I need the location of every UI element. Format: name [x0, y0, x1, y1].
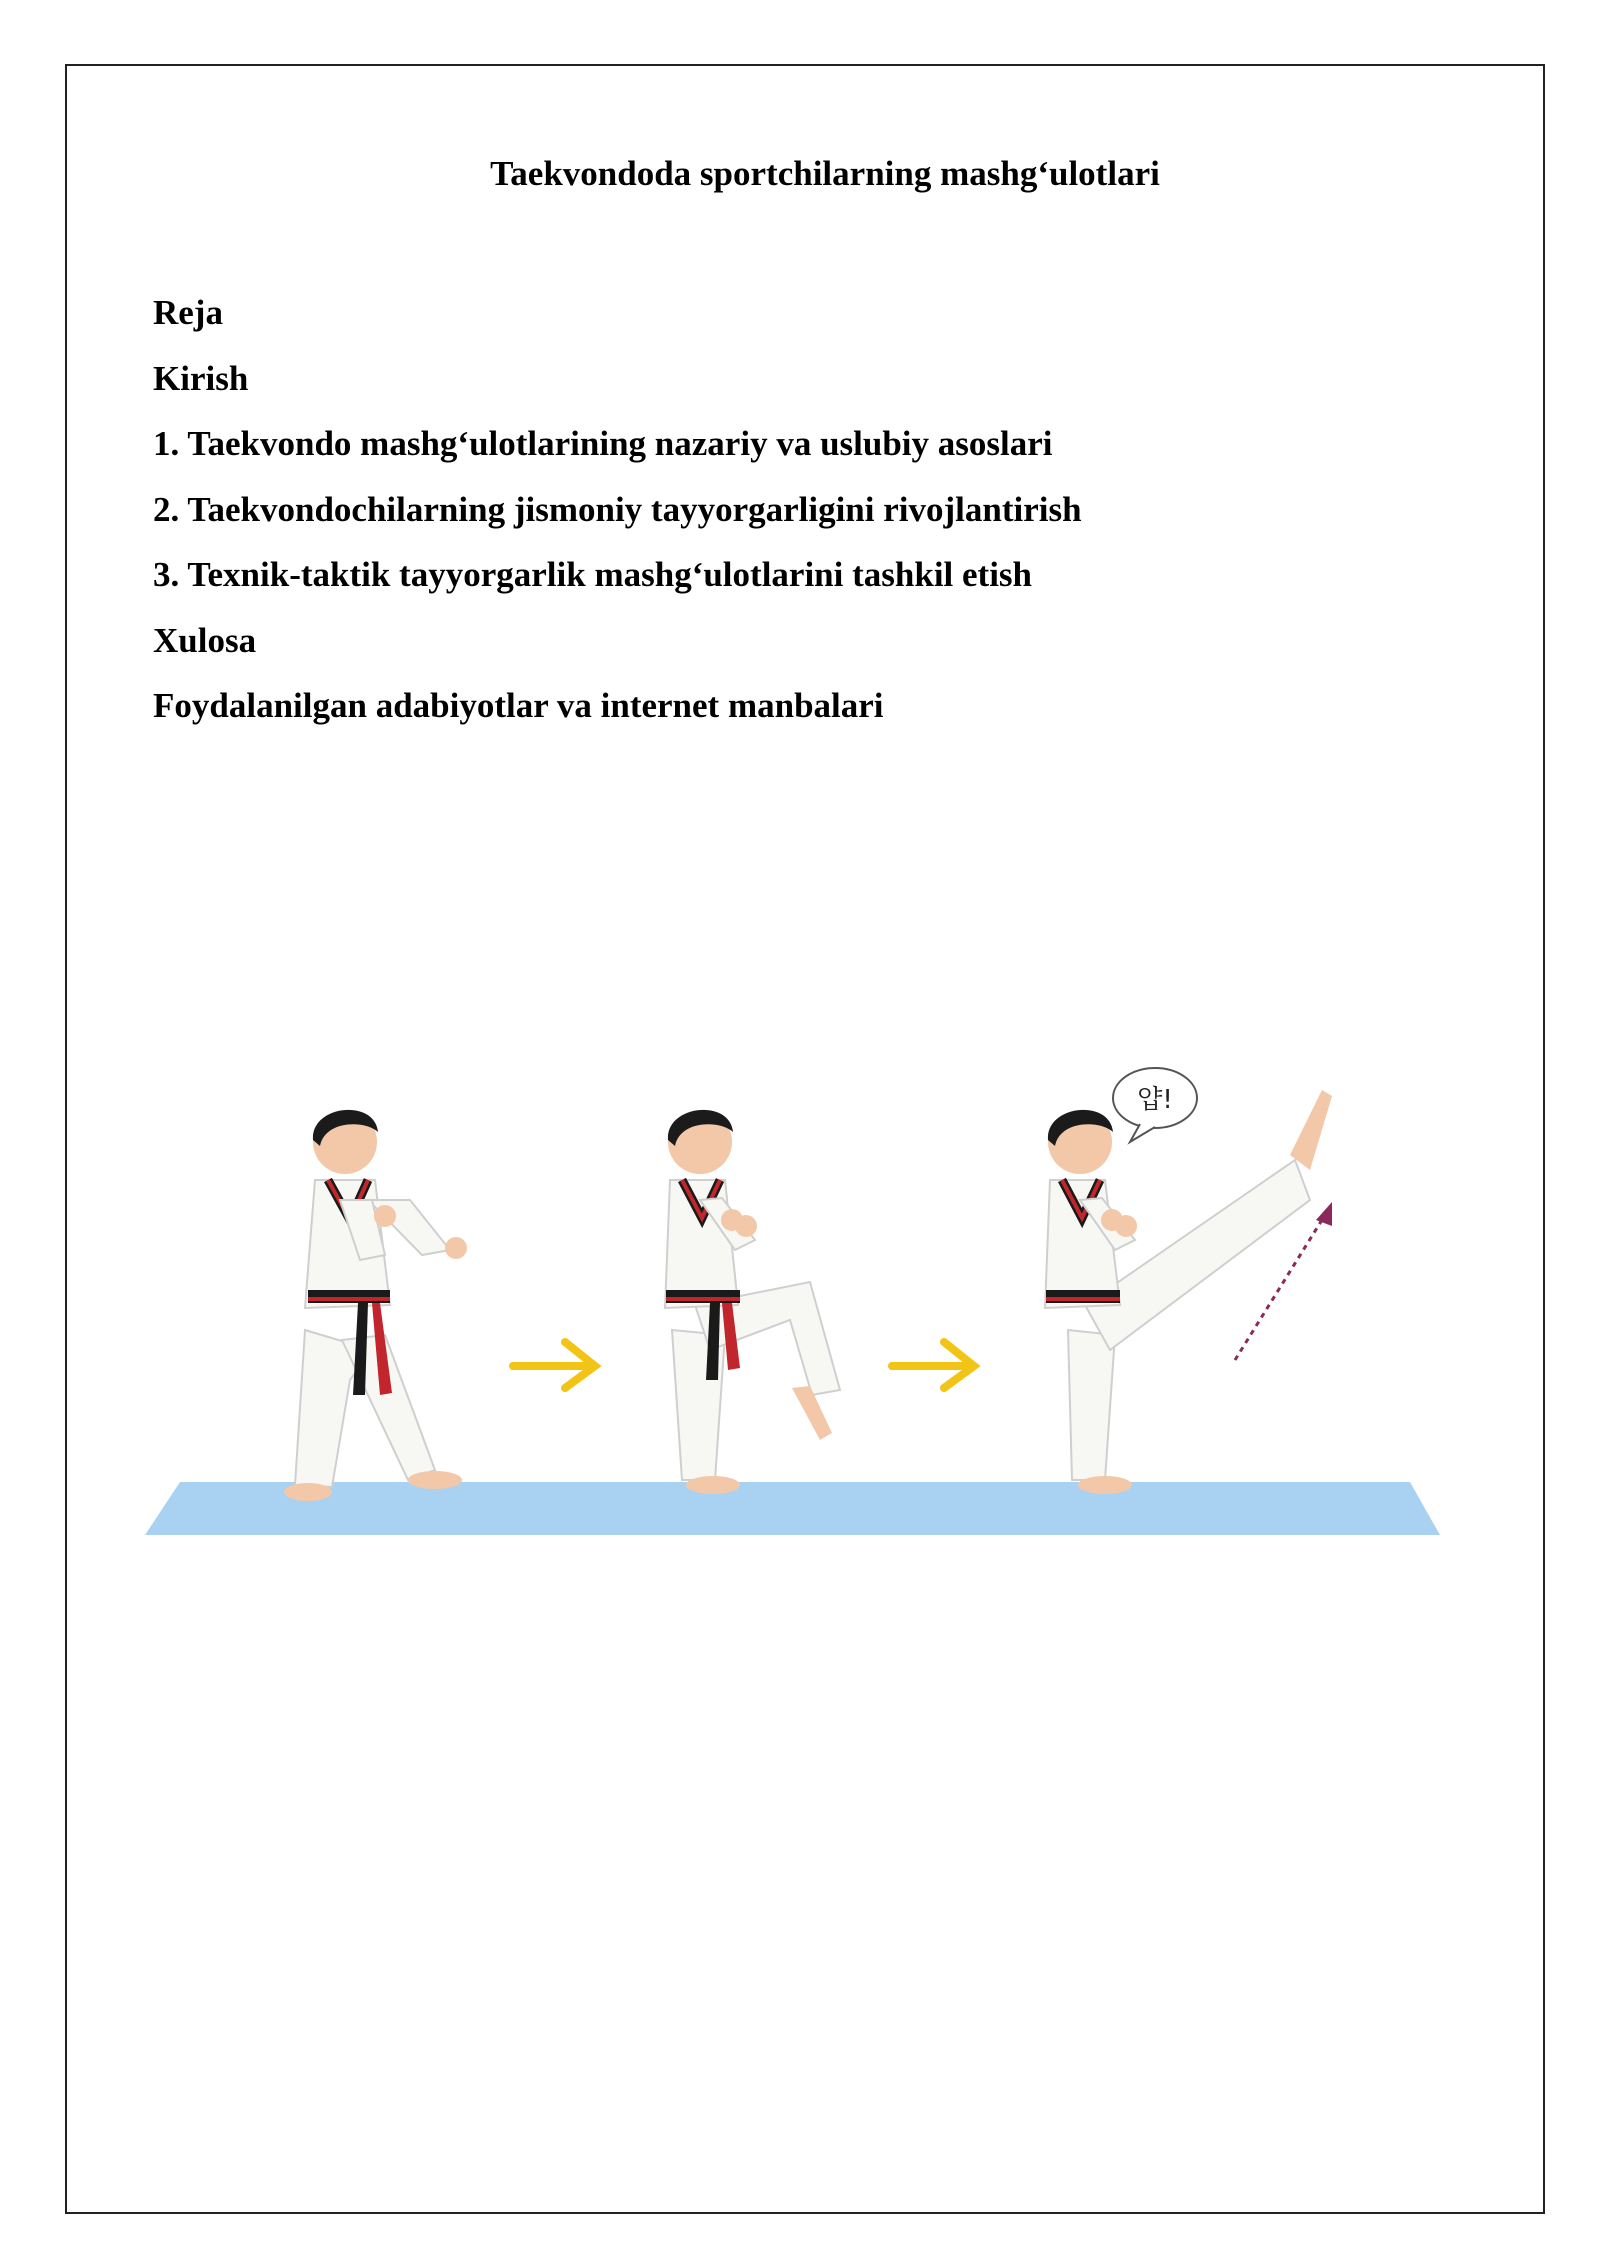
outline-item-xulosa: Xulosa — [153, 620, 257, 660]
taekwondo-front-kick-illustration — [110, 1050, 1450, 1640]
athlete-chamber-figure — [665, 1110, 840, 1494]
document-title: Taekvondoda sportchilarning mashg‘ulotlari — [490, 154, 1160, 193]
plan-outline — [153, 280, 1082, 739]
outline-item-chapter-2: 2. Taekvondochilarning jismoniy tayyorgarligini rivojlantirish — [153, 489, 1082, 529]
speech-bubble — [1113, 1068, 1197, 1142]
training-mat — [145, 1482, 1440, 1535]
outline-item-chapter-1: 1. Taekvondo mashg‘ulotlarining nazariy va uslubiy asoslari — [153, 424, 1053, 463]
athlete-front-kick-figure — [1045, 1090, 1332, 1494]
arrow-right-icon-2 — [892, 1342, 974, 1388]
outline-item-references: Foydalanilgan adabiyotlar va internet manbalari — [153, 686, 884, 725]
outline-item-chapter-3: 3. Texnik-taktik tayyorgarlik mashg‘ulotlarini tashkil etish — [153, 555, 1033, 594]
outline-item-kirish: Kirish — [153, 358, 249, 398]
athlete-stance-figure — [284, 1110, 467, 1501]
speech-bubble-text: 얍! — [1137, 1085, 1173, 1115]
outline-heading-reja: Reja — [153, 293, 223, 332]
arrow-right-icon-1 — [513, 1342, 595, 1388]
